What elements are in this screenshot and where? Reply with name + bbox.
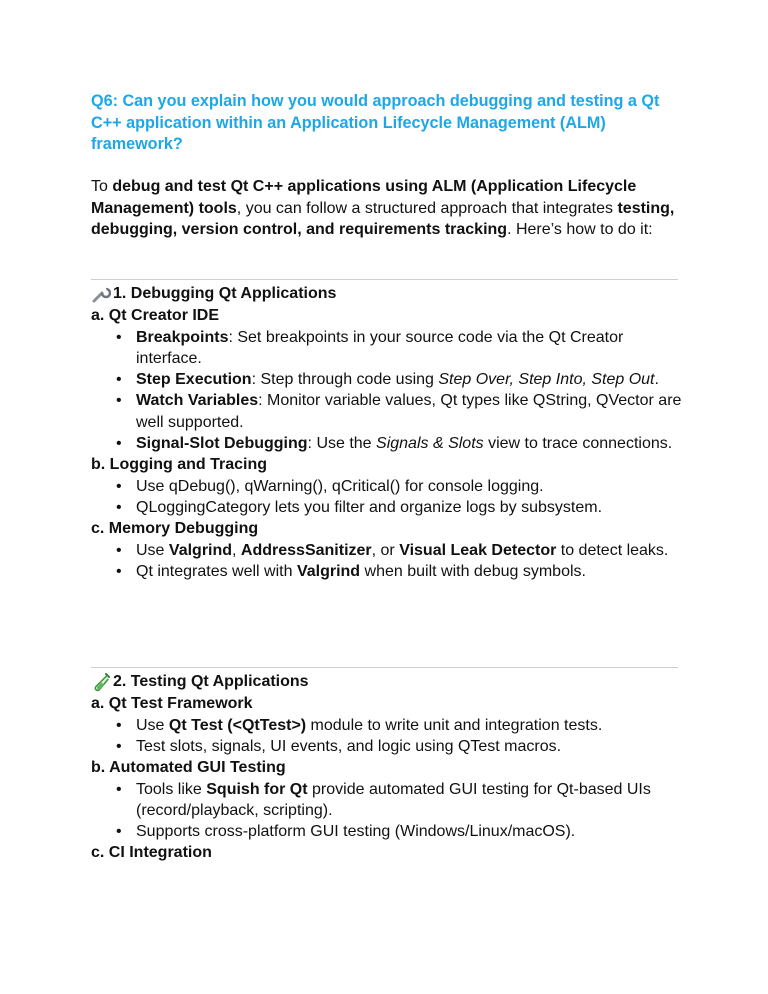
intro-bold-text: testing, debugging, version control, and requirements tracking: [91, 199, 675, 239]
subsection-title: c. Memory Debugging: [91, 520, 259, 538]
divider: [91, 279, 678, 280]
intro-text: . Here’s how to do it:: [507, 221, 653, 239]
list-item: • QLoggingCategory lets you filter and organize logs by subsystem.: [136, 497, 691, 518]
list-item: • Test slots, signals, UI events, and logic using QTest macros.: [136, 736, 691, 757]
list-item: • Supports cross-platform GUI testing (Windows/Linux/macOS).: [136, 821, 691, 842]
item-text: view to trace connections.: [483, 434, 673, 452]
section-testing: [91, 671, 691, 864]
item-text: module to write unit and integration tests.: [306, 716, 603, 734]
list-item: [136, 561, 691, 582]
subsection-title: b. Automated GUI Testing: [91, 759, 286, 777]
item-text: to detect leaks.: [556, 541, 669, 559]
item-term: Valgrind: [296, 563, 361, 581]
wrench-icon: [91, 284, 111, 304]
item-text: : Step through code using: [251, 371, 439, 389]
item-term: Visual Leak Detector: [399, 541, 557, 559]
subsection-title: b. Logging and Tracing: [91, 456, 267, 474]
bullet-list: [91, 327, 691, 455]
section-title: 2. Testing Qt Applications: [113, 673, 309, 690]
item-text: : Monitor variable values, Qt types like QString, QVector are well supported.: [136, 392, 682, 431]
list-item: [136, 369, 691, 390]
list-item: [136, 433, 691, 454]
list-item: [136, 390, 691, 433]
list-item: [136, 779, 691, 822]
item-italic: Signals & Slots: [376, 434, 484, 452]
item-text: : Use the: [307, 434, 377, 452]
divider: [91, 667, 678, 668]
item-text: when built with debug symbols.: [360, 563, 586, 581]
subsection-title: a. Qt Creator IDE: [91, 307, 220, 324]
bullet-list: [91, 476, 691, 519]
item-text: , or: [371, 541, 400, 559]
list-item: • Use qDebug(), qWarning(), qCritical() for console logging.: [136, 476, 691, 497]
section-debugging: [91, 283, 691, 582]
item-text: : Set breakpoints in your source code via the Qt Creator interface.: [136, 328, 624, 367]
intro-text: To: [91, 178, 113, 195]
intro-bold-text: debug and test Qt C++ applications using ALM (Application Lifecycle Management) tools: [91, 178, 637, 217]
section-title: 1. Debugging Qt Applications: [113, 285, 337, 302]
item-term: Valgrind: [168, 541, 233, 559]
list-item: [136, 327, 691, 370]
subsection-title: a. Qt Test Framework: [91, 695, 253, 712]
item-text: Use: [136, 716, 169, 734]
item-text: ,: [232, 541, 241, 559]
item-term: Breakpoints: [136, 328, 229, 346]
question-heading: Q6: Can you explain how you would approach debugging and testing a Qt C++ application within an Application Lifecycle Management (ALM) framework?: [91, 92, 660, 154]
bullet-list: [91, 715, 691, 758]
bullet-list: [91, 779, 691, 843]
item-text: Tools like: [136, 780, 207, 798]
item-text: Qt integrates well with: [136, 563, 297, 581]
item-term: Step Execution: [136, 371, 252, 389]
section-heading: [91, 283, 691, 305]
subsection-title: c. CI Integration: [91, 844, 212, 862]
list-item: [136, 540, 691, 561]
item-text: provide automated GUI testing for Qt-based UIs (record/playback, scripting).: [136, 780, 651, 819]
item-term: Signal-Slot Debugging: [136, 434, 308, 452]
item-italic: Step Over, Step Into, Step Out: [438, 371, 655, 389]
intro-paragraph: [91, 176, 691, 241]
section-heading: [91, 671, 691, 693]
list-item: [136, 715, 691, 736]
test-tube-icon: [91, 672, 111, 692]
item-text: Use: [136, 541, 169, 559]
item-term: Squish for Qt: [206, 780, 308, 798]
bullet-list: [91, 540, 691, 583]
item-text: .: [654, 371, 659, 389]
item-term: Watch Variables: [136, 392, 259, 410]
item-term: Qt Test (<QtTest>): [168, 716, 307, 734]
item-term: AddressSanitizer: [240, 541, 372, 559]
intro-text: , you can follow a structured approach that integrates: [236, 199, 618, 217]
